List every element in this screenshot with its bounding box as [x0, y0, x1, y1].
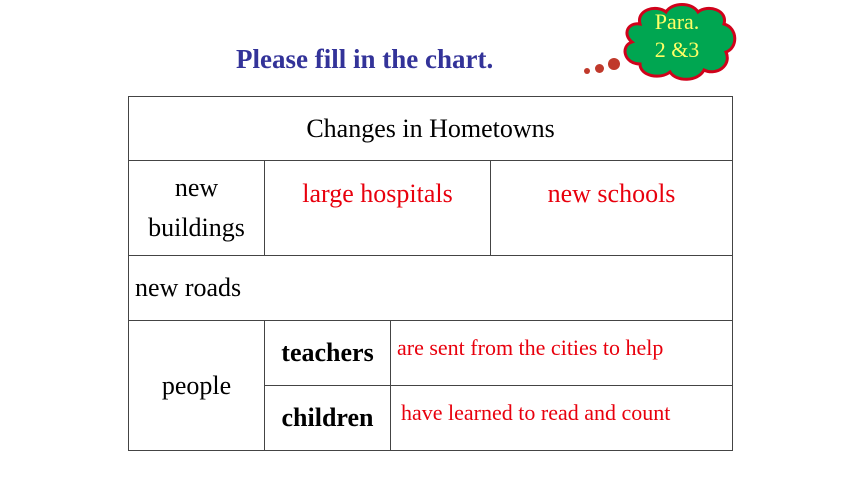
- table-row-buildings: [129, 161, 733, 256]
- answer-new-schools: new schools: [491, 161, 733, 256]
- thought-dot-small: [584, 68, 590, 74]
- answer-children: have learned to read and count: [391, 386, 733, 451]
- row-label-buildings: [129, 161, 265, 256]
- row-label-buildings-line2: buildings: [148, 213, 245, 242]
- row-label-people: people: [129, 321, 265, 451]
- table-title: Changes in Hometowns: [129, 97, 733, 161]
- table-header-row: [129, 97, 733, 161]
- row-label-roads: new roads: [129, 256, 733, 321]
- changes-chart: [128, 96, 733, 451]
- answer-large-hospitals: large hospitals: [265, 161, 491, 256]
- table-row-roads: [129, 256, 733, 321]
- row-label-buildings-line1: new: [174, 173, 219, 202]
- answer-teachers: are sent from the cities to help: [391, 321, 733, 386]
- thought-dot-medium: [595, 64, 604, 73]
- thought-bubble-text: [618, 8, 736, 64]
- bubble-line-1: Para.: [654, 9, 700, 34]
- table-row-teachers: [129, 321, 733, 386]
- page-title: Please fill in the chart.: [236, 44, 494, 74]
- sub-label-children: children: [265, 386, 391, 451]
- bubble-line-2: 2 &3: [654, 37, 700, 62]
- sub-label-teachers: teachers: [265, 321, 391, 386]
- changes-table: [128, 96, 733, 451]
